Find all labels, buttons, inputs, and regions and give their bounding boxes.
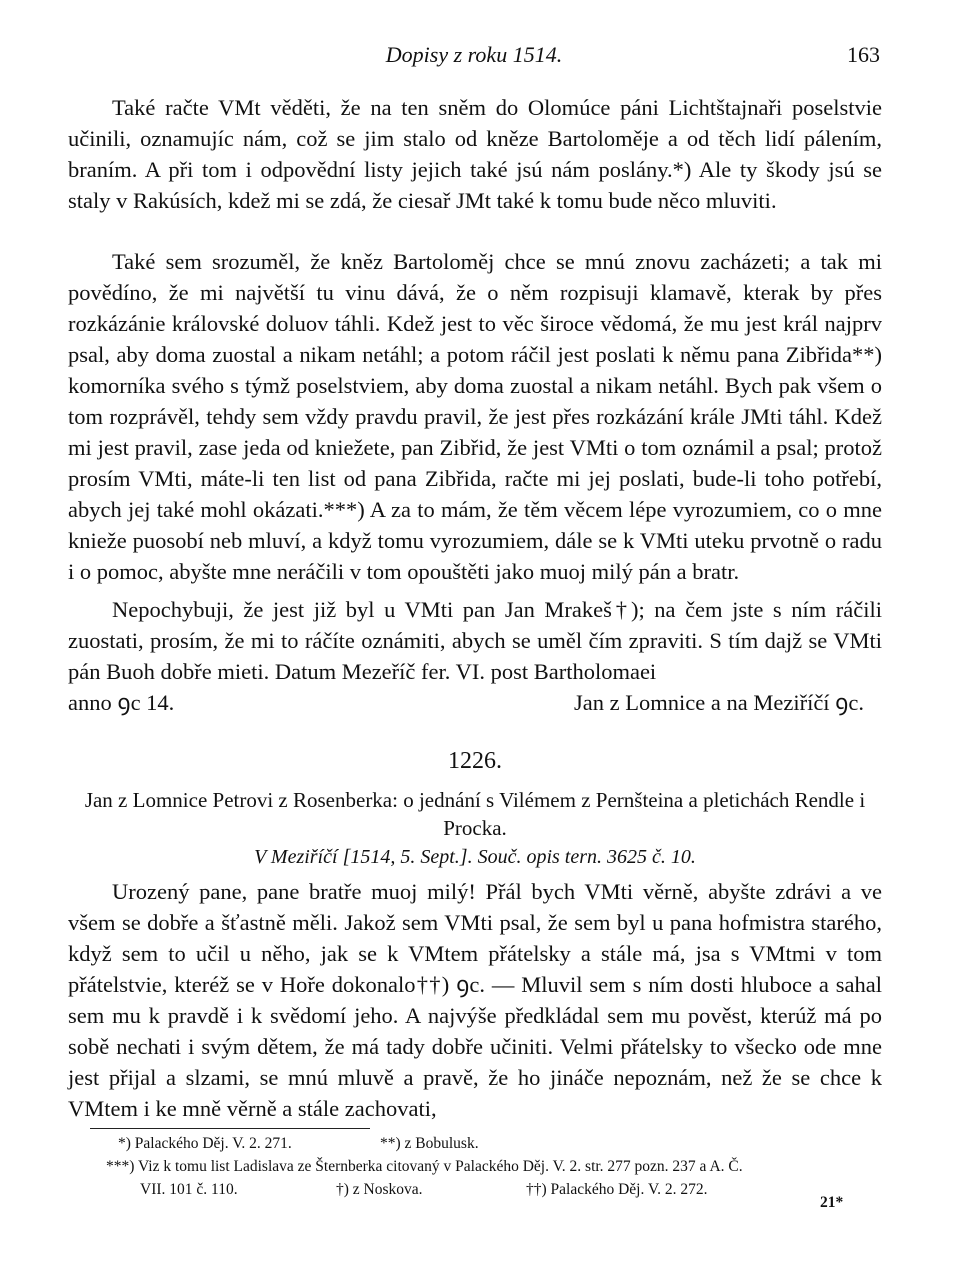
- closing-date: anno ꝯc 14.: [68, 690, 175, 715]
- letter-paragraph-3: [68, 594, 882, 718]
- footnote-row: [68, 1155, 882, 1178]
- paragraph-text: Také račte VMt věděti, že na ten sněm do Olomúce páni Lichtštajnaři poselstvie učinili, oznamujíc nám, což se jim stalo od kněze Bartoloměje a od těch lidí pálením, braním. A při tom i odpovědní listy jejich také jsú nám poslány.*) Ale ty škody jsú se staly v Rakúsích, kdež mi se zdá, že ciesař JMt také k tomu bude něco mluviti.: [68, 95, 882, 213]
- running-head: [68, 42, 880, 72]
- document-dateline: V Meziříčí [1514, 5. Sept.]. Souč. opis tern. 3625 č. 10.: [254, 846, 696, 868]
- letter-paragraph-1: [68, 92, 882, 216]
- paragraph-text: Také sem srozuměl, že kněz Bartoloměj chce se mnú znovu zacházeti; a tak mi povědíno, že mi najvětší tu vinu dává, že o něm rozpisuji klamavě, kterak by přes rozkázánie královské doluov táhli. Kdež jest to věc široce vědomá, že mu jest král najprv psal, aby doma zuostal a nikam netáhl; a potom ráčil jest poslati k němu pana Zibřida**) komorníka svého s týmž poselstviem, aby doma zuostal a nikam netáhl. Bych pak všem o tom rozprávěl, tehdy sem vždy pravdu pravil, že jest přes rozkázání krále JMti táhl. Kdež mi jest pravil, zase jeda od kniežete, pan Zibřid, že jest VMti o tom oznámil a psal; protož prosím VMti, máte-li ten list od pana Zibřida, račte mi jej poslati, bude-li toho potřebí, abych jej také mohl okázati.***) A za to mám, že těm věcem lépe vyrozumiem, co o mne knieže puosobí neb mluví, a když tomu vyrozumiem, dále se k VMti uteku prvotně o radu i o pomoc, abyšte mne neráčili v tom opouštěti jako muoj milý pán a bratr.: [68, 249, 882, 584]
- footnote: ***) Viz k tomu list Ladislava ze Šternberka citovaný v Palackého Děj. V. 2. str. 277 pozn. 237 a A. Č.: [106, 1158, 743, 1175]
- footnote: ††) Palackého Děj. V. 2. 272.: [526, 1181, 708, 1198]
- letter-paragraph-2: [68, 246, 882, 587]
- footnote: VII. 101 č. 110.: [140, 1181, 238, 1198]
- paragraph-text: Urozený pane, pane bratře muoj milý! Přál bych VMti věrně, abyšte zdrávi a ve všem se dobře a šťastně měli. Jakož sem VMti psal, že sem byl u pana hofmistra starého, když sem to učil u něho, jak se k VMtem přátelsky a stále má, jsa s VMtmi v tom přátelstvie, kteréž se v Hoře dokonalo††) ꝯc. — Mluvil sem s ním dosti hluboce a sahal sem mu k pravdě i k svědomí jeho. A najvýše předkládal sem mu pověst, kterúž má po sobě nechati i svým dětem, že má tady dobře učiniti. Velmi přátelsky to všecko ode mne jest přijal a slzami, se mnú mluvě a pravě, že ho jináče nepoznám, než že se chce k VMtem i ke mně věrně a stále zachovati,: [68, 879, 882, 1121]
- printer-signature-mark: 21*: [820, 1194, 844, 1211]
- closing-row: [68, 687, 882, 718]
- page-number: 163: [847, 42, 880, 67]
- document-regest: Jan z Lomnice Petrovi z Rosenberka: o jednání s Vilémem z Pernšteina a pletichách Rendle i Procka.: [84, 788, 866, 840]
- footnote: *) Palackého Děj. V. 2. 271.: [118, 1135, 292, 1152]
- closing-signature: Jan z Lomnice a na Meziříčí ꝯc.: [574, 690, 864, 715]
- footnote-row: [68, 1178, 882, 1201]
- footnotes: [68, 1132, 882, 1201]
- paragraph-text: Nepochybuji, že jest již byl u VMti pan Jan Mrakeš†); na čem jste s ním ráčili zuostati, prosím, že mi to ráčíte oznámiti, abych se uměl čím zpraviti. S tím dajž se VMti pán Buoh dobře mieti. Datum Mezeříč fer. VI. post Bartholomaei: [68, 597, 882, 684]
- footnote-divider: [90, 1128, 370, 1129]
- document-number: 1226.: [448, 748, 502, 774]
- footnote-row: [68, 1132, 882, 1155]
- document-body: [68, 876, 882, 1124]
- footnote: **) z Bobulusk.: [380, 1135, 479, 1152]
- running-title: Dopisy z roku 1514.: [385, 42, 563, 67]
- footnote: †) z Noskova.: [336, 1181, 423, 1198]
